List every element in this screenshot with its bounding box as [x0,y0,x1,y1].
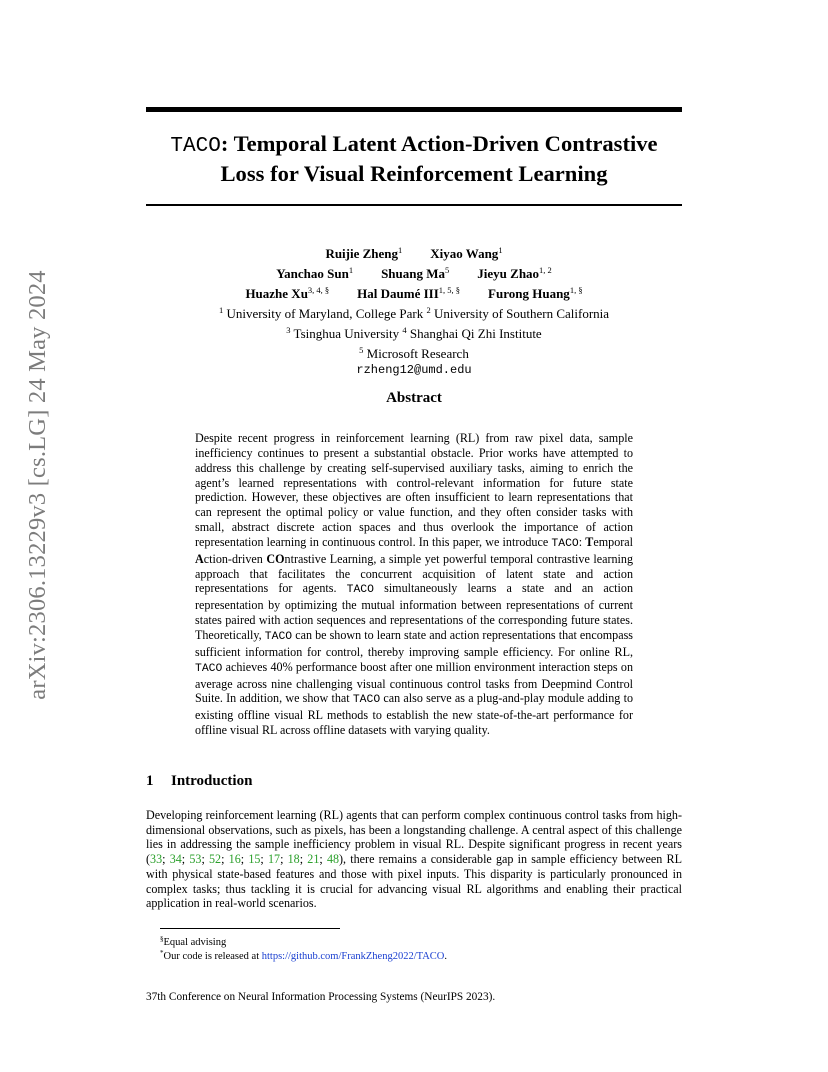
author-name: Huazhe Xu [245,286,308,301]
title-line1: : Temporal Latent Action-Driven Contrastive [220,131,658,156]
footnote-text: Our code is released at [163,951,262,962]
taco-mention: TACO [264,630,293,643]
taco-mention: TACO [346,584,374,597]
author-name: Furong Huang [488,286,570,301]
citation-link[interactable]: 17 [267,852,281,867]
affiliation: University of Maryland, College Park [226,306,424,321]
affiliation: Shanghai Qi Zhi Institute [409,326,542,341]
author-block [146,242,682,378]
footnote-text: Equal advising [163,937,227,948]
footnote-rule [160,928,340,929]
affiliation-line-3 [146,342,682,362]
paper-title [146,131,682,187]
abstract-heading: Abstract [386,390,442,406]
taco-mention: TACO [352,694,381,707]
intro-paragraph: Developing reinforcement learning (RL) agents that can perform complex continuous control tasks from high-dimensional observations, such as pixels, has been a longstanding challenge. A central aspect of this challenge lies in addressing the sample inefficiency problem in visual RL. Despite significant progress in recent years (33; 34; 53; 52; 16; 15; 17; 18; 21; 48), there remains a considerable gap in sample efficiency between RL with physical state-based features and those with pixel inputs. This disparity is particularly pronounced in complex tasks; thus tackling it is crucial for advancing visual RL algorithms and enabling their practical application in real-world scenarios. [146,808,682,911]
footnote-code-release: *Our code is released at https://github.com/FrankZheng2022/TACO. [160,949,447,962]
footnote-mark: § [160,935,164,943]
citation-link[interactable]: 15 [248,852,261,867]
author-name: Xiyao Wang [430,246,499,261]
citation-link[interactable]: 52 [209,852,222,867]
author-name: Yanchao Sun [276,266,349,281]
title-top-rule [146,107,682,112]
citation-link[interactable]: 48 [326,852,340,867]
citation-link[interactable]: 16 [228,852,241,867]
introduction-body [146,808,682,911]
author-row-2 [146,262,682,282]
author-row-1 [146,242,682,262]
citation-link[interactable]: 34 [169,852,182,867]
affiliation: Microsoft Research [366,346,469,361]
arxiv-id: arXiv:2306.13229v3 [cs.LG] 24 May 2024 [24,270,51,700]
affil-mark: 1 [218,305,224,315]
contact-email: rzheng12@umd.edu [356,363,472,377]
author-affil-mark: 1 [348,265,354,275]
author-affil-mark: 1 [398,245,403,255]
author-row-3 [146,282,682,302]
footnote-mark: * [160,949,164,957]
github-link[interactable]: https://github.com/FrankZheng2022/TACO [261,951,445,962]
conference-note: 37th Conference on Neural Information Processing Systems (NeurIPS 2023). [146,991,496,1003]
citation-link[interactable]: 18 [287,852,300,867]
affiliation: University of Southern California [433,306,610,321]
author-affil-mark: 5 [445,265,450,275]
title-line2: Loss for Visual Reinforcement Learning [220,160,608,186]
affil-mark: 2 [426,305,431,315]
taco-mention: TACO [551,537,579,550]
affiliation: Tsinghua University [293,326,400,341]
title-bottom-rule [146,204,682,206]
section-heading-introduction [146,773,252,790]
author-name: Jieyu Zhao [477,266,540,281]
author-affil-mark: 1, 2 [539,265,552,275]
affil-mark: 5 [359,345,364,355]
affiliation-line-1 [146,302,682,322]
affil-mark: 4 [402,325,407,335]
author-name: Hal Daumé III [357,286,439,301]
arxiv-sidebar [6,270,70,700]
section-title: Introduction [171,773,253,789]
taco-mention: TACO [195,662,223,675]
author-affil-mark: 1, § [569,285,583,295]
citation-link[interactable]: 33 [150,852,163,867]
author-affil-mark: 3, 4, § [307,285,330,295]
title-acronym: TACO [170,135,221,158]
author-name: Ruijie Zheng [325,246,399,261]
abstract-paragraph: Despite recent progress in reinforcement learning (RL) from raw pixel data, sample inefficiency continues to present a substantial obstacle. Prior works have attempted to address this challenge by creating self-supervised auxiliary tasks, aiming to enrich the agent’s learned representations with control-relevant information for future state prediction. However, these objectives are often insufficient to learn representations that can represent the optimal policy or value function, and they often consider tasks with small, abstract discrete action spaces and thus overlook the importance of action representation learning in continuous control. In this paper, we introduce TACO: Temporal Action-driven COntrastive Learning, a simple yet powerful temporal contrastive learning approach that facilitates the concurrent acquisition of latent state and action representations for agents. TACO simultaneously learns a state and an action representation by optimizing the mutual information between representations of current states paired with action sequences and representations of the corresponding future states. Theoretically, TACO can be shown to learn state and action representations that encompass sufficient information for control, thereby improving sample efficiency. For online RL, TACO achieves 40% performance boost after one million environment interaction steps on average across nine challenging visual continuous control tasks from Deepmind Control Suite. In addition, we show that TACO can also serve as a plug-and-play module adding to existing offline visual RL methods to establish the new state-of-the-art performance for offline visual RL across offline datasets with varying quality. [195,431,634,738]
affiliation-line-2 [146,322,682,342]
citation-link[interactable]: 53 [189,852,202,867]
author-affil-mark: 1 [498,245,503,255]
section-number: 1 [146,773,154,789]
author-affil-mark: 1, 5, § [438,285,461,295]
abstract-body [195,431,633,738]
affil-mark: 3 [286,325,291,335]
author-name: Shuang Ma [381,266,446,281]
citation-link[interactable]: 21 [307,852,320,867]
